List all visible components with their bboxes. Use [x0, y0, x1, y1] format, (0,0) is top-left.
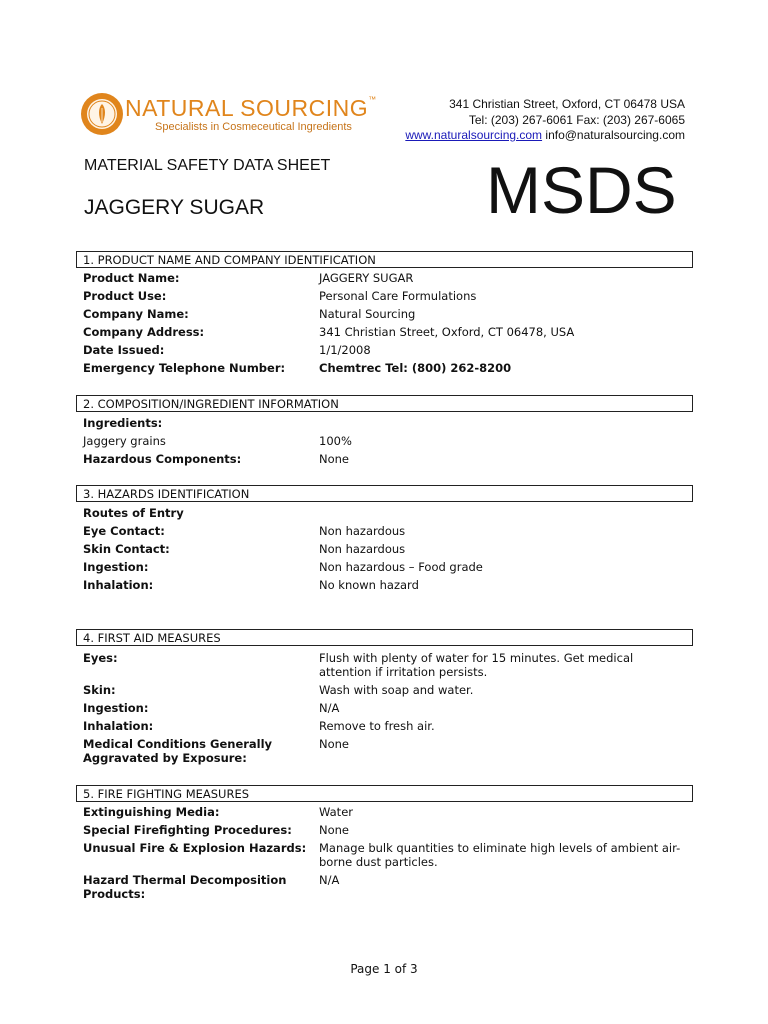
section-1-title: 1. PRODUCT NAME AND COMPANY IDENTIFICATION — [83, 253, 376, 267]
logo-seal-icon — [80, 92, 124, 136]
row-value: Non hazardous — [319, 524, 406, 538]
row-label: Extinguishing Media: — [83, 805, 220, 819]
row-label: Ingestion: — [83, 560, 149, 574]
row-label: Eyes: — [83, 651, 118, 665]
row-value: None — [319, 452, 350, 466]
section-5-header — [76, 785, 693, 802]
row-label: Inhalation: — [83, 719, 154, 733]
section-2-title: 2. COMPOSITION/INGREDIENT INFORMATION — [83, 397, 339, 411]
website-link[interactable]: www.naturalsourcing.com — [405, 128, 543, 142]
row-value: 341 Christian Street, Oxford, CT 06478, USA — [319, 325, 575, 339]
company-contact-line — [405, 128, 685, 142]
row-label: Product Use: — [83, 289, 167, 303]
row-label: Inhalation: — [83, 578, 154, 592]
row-value: Wash with soap and water. — [319, 683, 474, 697]
row-value: N/A — [319, 701, 340, 715]
row-label: Product Name: — [83, 271, 180, 285]
company-phone-fax: Tel: (203) 267-6061 Fax: (203) 267-6065 — [468, 113, 685, 127]
row-value: Manage bulk quantities to eliminate high levels of ambient air- — [319, 841, 681, 855]
row-label: Skin Contact: — [83, 542, 170, 556]
page-number: Page 1 of 3 — [350, 962, 418, 976]
row-value: Remove to fresh air. — [319, 719, 435, 733]
section-4-header — [76, 629, 693, 646]
row-label: Medical Conditions Generally — [83, 737, 273, 751]
section-3-header — [76, 485, 693, 502]
row-value: Non hazardous – Food grade — [319, 560, 483, 574]
row-label: Company Name: — [83, 307, 189, 321]
msds-label: MSDS — [486, 153, 677, 227]
section-1-header — [76, 251, 693, 268]
row-value: Chemtrec Tel: (800) 262-8200 — [319, 361, 512, 375]
row-value: None — [319, 737, 350, 751]
row-value: JAGGERY SUGAR — [319, 271, 414, 285]
email-text: info@naturalsourcing.com — [545, 128, 685, 142]
row-value: 100% — [319, 434, 352, 448]
row-label: Date Issued: — [83, 343, 165, 357]
row-value: Flush with plenty of water for 15 minutes. Get medical — [319, 651, 634, 665]
row-value-continued: attention if irritation persists. — [319, 665, 488, 679]
row-label: Ingredients: — [83, 416, 163, 430]
row-value: Non hazardous — [319, 542, 406, 556]
logo-tagline: Specialists in Cosmeceutical Ingredients — [155, 121, 352, 133]
document-title: MATERIAL SAFETY DATA SHEET — [84, 157, 331, 174]
row-label: Skin: — [83, 683, 116, 697]
row-label: Unusual Fire & Explosion Hazards: — [83, 841, 307, 855]
section-3-title: 3. HAZARDS IDENTIFICATION — [83, 487, 250, 501]
row-value: 1/1/2008 — [319, 343, 371, 357]
section-5-title: 5. FIRE FIGHTING MEASURES — [83, 787, 250, 801]
row-value-continued: borne dust particles. — [319, 855, 438, 869]
row-label: Special Firefighting Procedures: — [83, 823, 292, 837]
row-label-continued: Aggravated by Exposure: — [83, 751, 247, 765]
section-2-header — [76, 395, 693, 412]
row-value: Personal Care Formulations — [319, 289, 477, 303]
row-value: Water — [319, 805, 353, 819]
row-label-continued: Products: — [83, 887, 146, 901]
section-4-title: 4. FIRST AID MEASURES — [83, 631, 221, 645]
row-label: Routes of Entry — [83, 506, 184, 520]
row-value: N/A — [319, 873, 340, 887]
logo-wordmark: NATURAL SOURCING™ — [125, 95, 377, 121]
row-label: Hazard Thermal Decomposition — [83, 873, 287, 887]
row-value: Natural Sourcing — [319, 307, 416, 321]
row-value: No known hazard — [319, 578, 419, 592]
product-title: JAGGERY SUGAR — [84, 196, 265, 219]
row-value: None — [319, 823, 350, 837]
row-label: Ingestion: — [83, 701, 149, 715]
row-label: Emergency Telephone Number: — [83, 361, 286, 375]
row-label: Eye Contact: — [83, 524, 165, 538]
row-label: Hazardous Components: — [83, 452, 242, 466]
row-label: Jaggery grains — [83, 434, 166, 448]
company-address: 341 Christian Street, Oxford, CT 06478 USA — [449, 97, 685, 111]
row-label: Company Address: — [83, 325, 205, 339]
